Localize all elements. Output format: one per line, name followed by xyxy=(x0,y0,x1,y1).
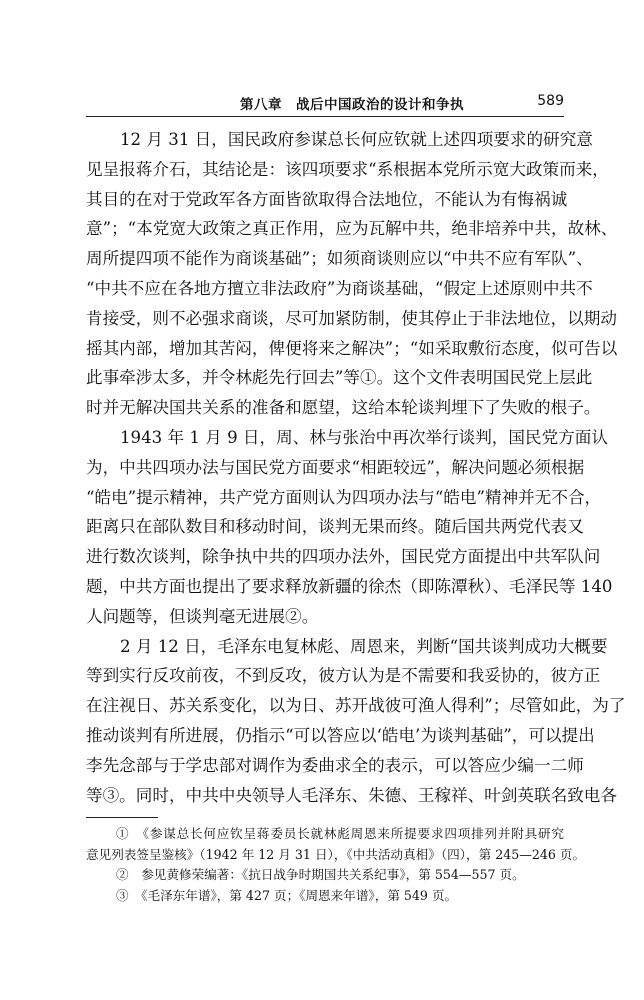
footnote-3: ③ 《毛泽东年谱》，第 427 页；《周恩来年谱》，第 549 页。 xyxy=(116,887,458,903)
running-header xyxy=(86,92,564,114)
text-line: “皓电”提示精神，共产党方面则认为四项办法与“皓电”精神并无不合， xyxy=(86,487,602,507)
text-line: 题，中共方面也提出了要求释放新疆的徐杰（即陈潭秋）、毛泽民等 140 xyxy=(86,576,613,596)
text-line: 其目的在对于党政军各方面皆欲取得合法地位，不能认为有悔祸诚 xyxy=(86,189,568,209)
text-line: 推动谈判有所进展，仍指示“可以答应以‘皓电’为谈判基础”，可以提出 xyxy=(86,725,595,745)
text-line: 肯接受，则不必强求商谈，尽可加紧防制，使其停止于非法地位，以期动 xyxy=(86,308,617,328)
text-line: 在注视日、苏关系变化，以为日、苏开战彼可渔人得利”；尽管如此，为了 xyxy=(86,696,626,716)
text-line: 进行数次谈判，除争执中共的四项办法外，国民党方面提出中共军队问 xyxy=(86,547,601,567)
header-rule xyxy=(86,116,564,117)
text-line: 时并无解决国共关系的准备和愿望，这给本轮谈判埋下了失败的根子。 xyxy=(86,398,601,418)
text-line: 此事牵涉太多，并令林彪先行回去”等①。这个文件表明国民党上层此 xyxy=(86,368,593,388)
text-line: 等到实行反攻前夜，不到反攻，彼方认为是不需要和我妥协的，彼方正 xyxy=(86,666,601,686)
footnote-2: ② 参见黄修荣编著：《抗日战争时期国共关系纪事》，第 554—557 页。 xyxy=(116,867,525,882)
text-line: 距离只在部队数目和移动时间，谈判无果而终。随后国共两党代表又 xyxy=(86,517,584,537)
text-line: 12 月 31 日，国民政府参谋总长何应钦就上述四项要求的研究意 xyxy=(120,130,593,149)
text-line: 摇其内部，增加其苦闷，俾便将来之解决”；“如采取敷衍态度，似可告以 xyxy=(86,338,618,358)
text-line: 李先念部与于学忠部对调作为委曲求全的表示，可以答应少编一二师 xyxy=(86,755,584,775)
footnotes xyxy=(86,824,586,906)
text-line: “中共不应在各地方擅立非法政府”为商谈基础，“假定上述原则中共不 xyxy=(86,278,593,298)
text-line: 2 月 12 日，毛泽东电复林彪、周恩来，判断“国共谈判成功大概要 xyxy=(120,636,608,656)
text-line: 人问题等，但谈判毫无进展②。 xyxy=(86,606,319,626)
chapter-title: 第八章 战后中国政治的设计和争执 xyxy=(240,97,464,113)
text-line: 见呈报蒋介石，其结论是：该四项要求“系根据本党所示宽大政策而来， xyxy=(86,159,609,179)
text-line: 意”；“本党宽大政策之真正作用，应为瓦解中共，绝非培养中共，故林、 xyxy=(86,219,618,239)
text-line: 等③。同时，中共中央领导人毛泽东、朱德、王稼祥、叶剑英联名致电各 xyxy=(86,785,617,805)
footnote-1: ① 《参谋总长何应钦呈蒋委员长就林彪周恩来所提要求四项排列并附具研究 xyxy=(116,826,564,841)
footnote-1-continued: 意见列表签呈鉴核》（1942 年 12 月 31 日），《中共活动真相》（四），第 245—246 页。 xyxy=(86,846,586,862)
page-number: 589 xyxy=(537,93,564,109)
body-text xyxy=(86,125,626,810)
footnote-rule xyxy=(86,817,158,818)
text-line: 1943 年 1 月 9 日，周、林与张治中再次举行谈判，国民党方面认 xyxy=(120,427,608,447)
text-line: 为，中共四项办法与国民党方面要求“相距较远”，解决问题必须根据 xyxy=(86,457,585,477)
text-line: 周所提四项不能作为商谈基础”；如须商谈则应以“中共不应有军队”、 xyxy=(86,249,593,269)
